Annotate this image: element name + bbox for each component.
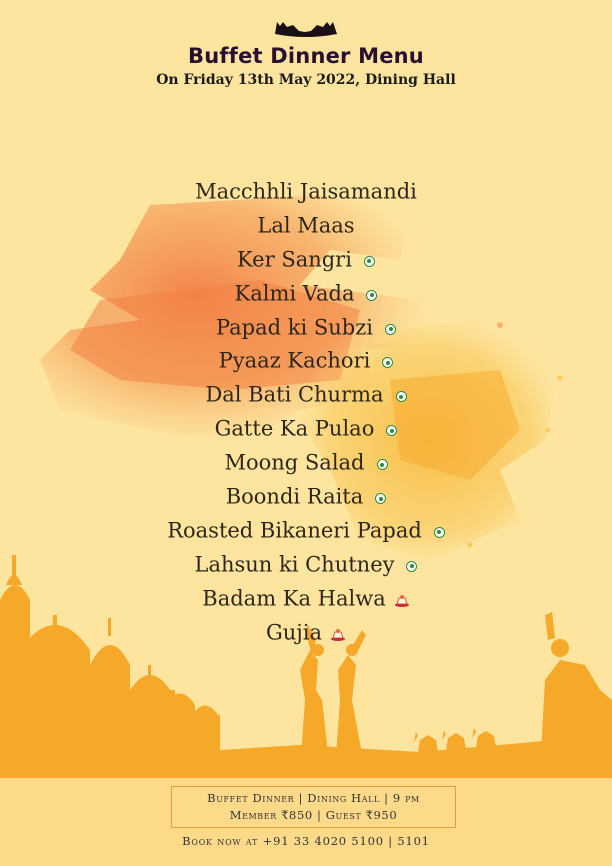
menu-item-name: Macchhli Jaisamandi: [195, 179, 417, 204]
menu-item: [0, 480, 612, 514]
veg-icon: [396, 391, 407, 402]
page-title: Buffet Dinner Menu: [188, 44, 424, 68]
veg-icon: [385, 324, 396, 335]
menu-item-name: Boondi Raita: [225, 484, 364, 509]
menu-item-name: Papad ki Subzi: [215, 315, 374, 340]
dessert-icon: [330, 626, 346, 642]
menu-item: [0, 243, 612, 277]
menu-list: [0, 175, 612, 649]
event-info-line: Buffet Dinner | Dining Hall | 9 pm: [207, 791, 420, 805]
menu-item-name: Dal Bati Churma: [205, 382, 384, 407]
veg-icon: [377, 459, 388, 470]
veg-icon: [364, 256, 375, 267]
menu-item: [0, 616, 612, 650]
veg-icon: [382, 357, 393, 368]
menu-item: [0, 175, 612, 209]
menu-item: [0, 582, 612, 616]
menu-item: [0, 378, 612, 412]
menu-item: [0, 277, 612, 311]
menu-item: [0, 311, 612, 345]
menu-item: [0, 446, 612, 480]
veg-icon: [386, 425, 397, 436]
menu-item-name: Badam Ka Halwa: [202, 586, 386, 611]
camels-logo-icon: [271, 14, 341, 40]
pricing-line: Member ₹850 | Guest ₹950: [229, 808, 398, 822]
event-subtitle: On Friday 13th May 2022, Dining Hall: [156, 72, 456, 88]
menu-item-name: Gujia: [265, 620, 323, 645]
veg-icon: [434, 527, 445, 538]
menu-item-name: Kalmi Vada: [234, 281, 355, 306]
menu-item-name: Roasted Bikaneri Papad: [167, 518, 422, 543]
menu-item-name: Lahsun ki Chutney: [194, 552, 395, 577]
menu-item-name: Gatte Ka Pulao: [214, 416, 375, 441]
menu-item: [0, 209, 612, 243]
menu-item-name: Ker Sangri: [237, 247, 352, 272]
menu-item: [0, 412, 612, 446]
menu-item: [0, 548, 612, 582]
menu-item-name: Lal Maas: [257, 213, 355, 238]
dessert-icon: [394, 592, 410, 608]
veg-icon: [366, 290, 377, 301]
menu-item-name: Pyaaz Kachori: [218, 349, 371, 373]
veg-icon: [406, 561, 417, 572]
menu-item-name: Moong Salad: [224, 450, 365, 475]
menu-header: [0, 14, 612, 88]
menu-item: [0, 514, 612, 548]
veg-icon: [375, 493, 386, 504]
event-info-box: [171, 786, 456, 828]
menu-item: [0, 344, 612, 378]
booking-contact: Book now at +91 33 4020 5100 | 5101: [182, 834, 430, 848]
